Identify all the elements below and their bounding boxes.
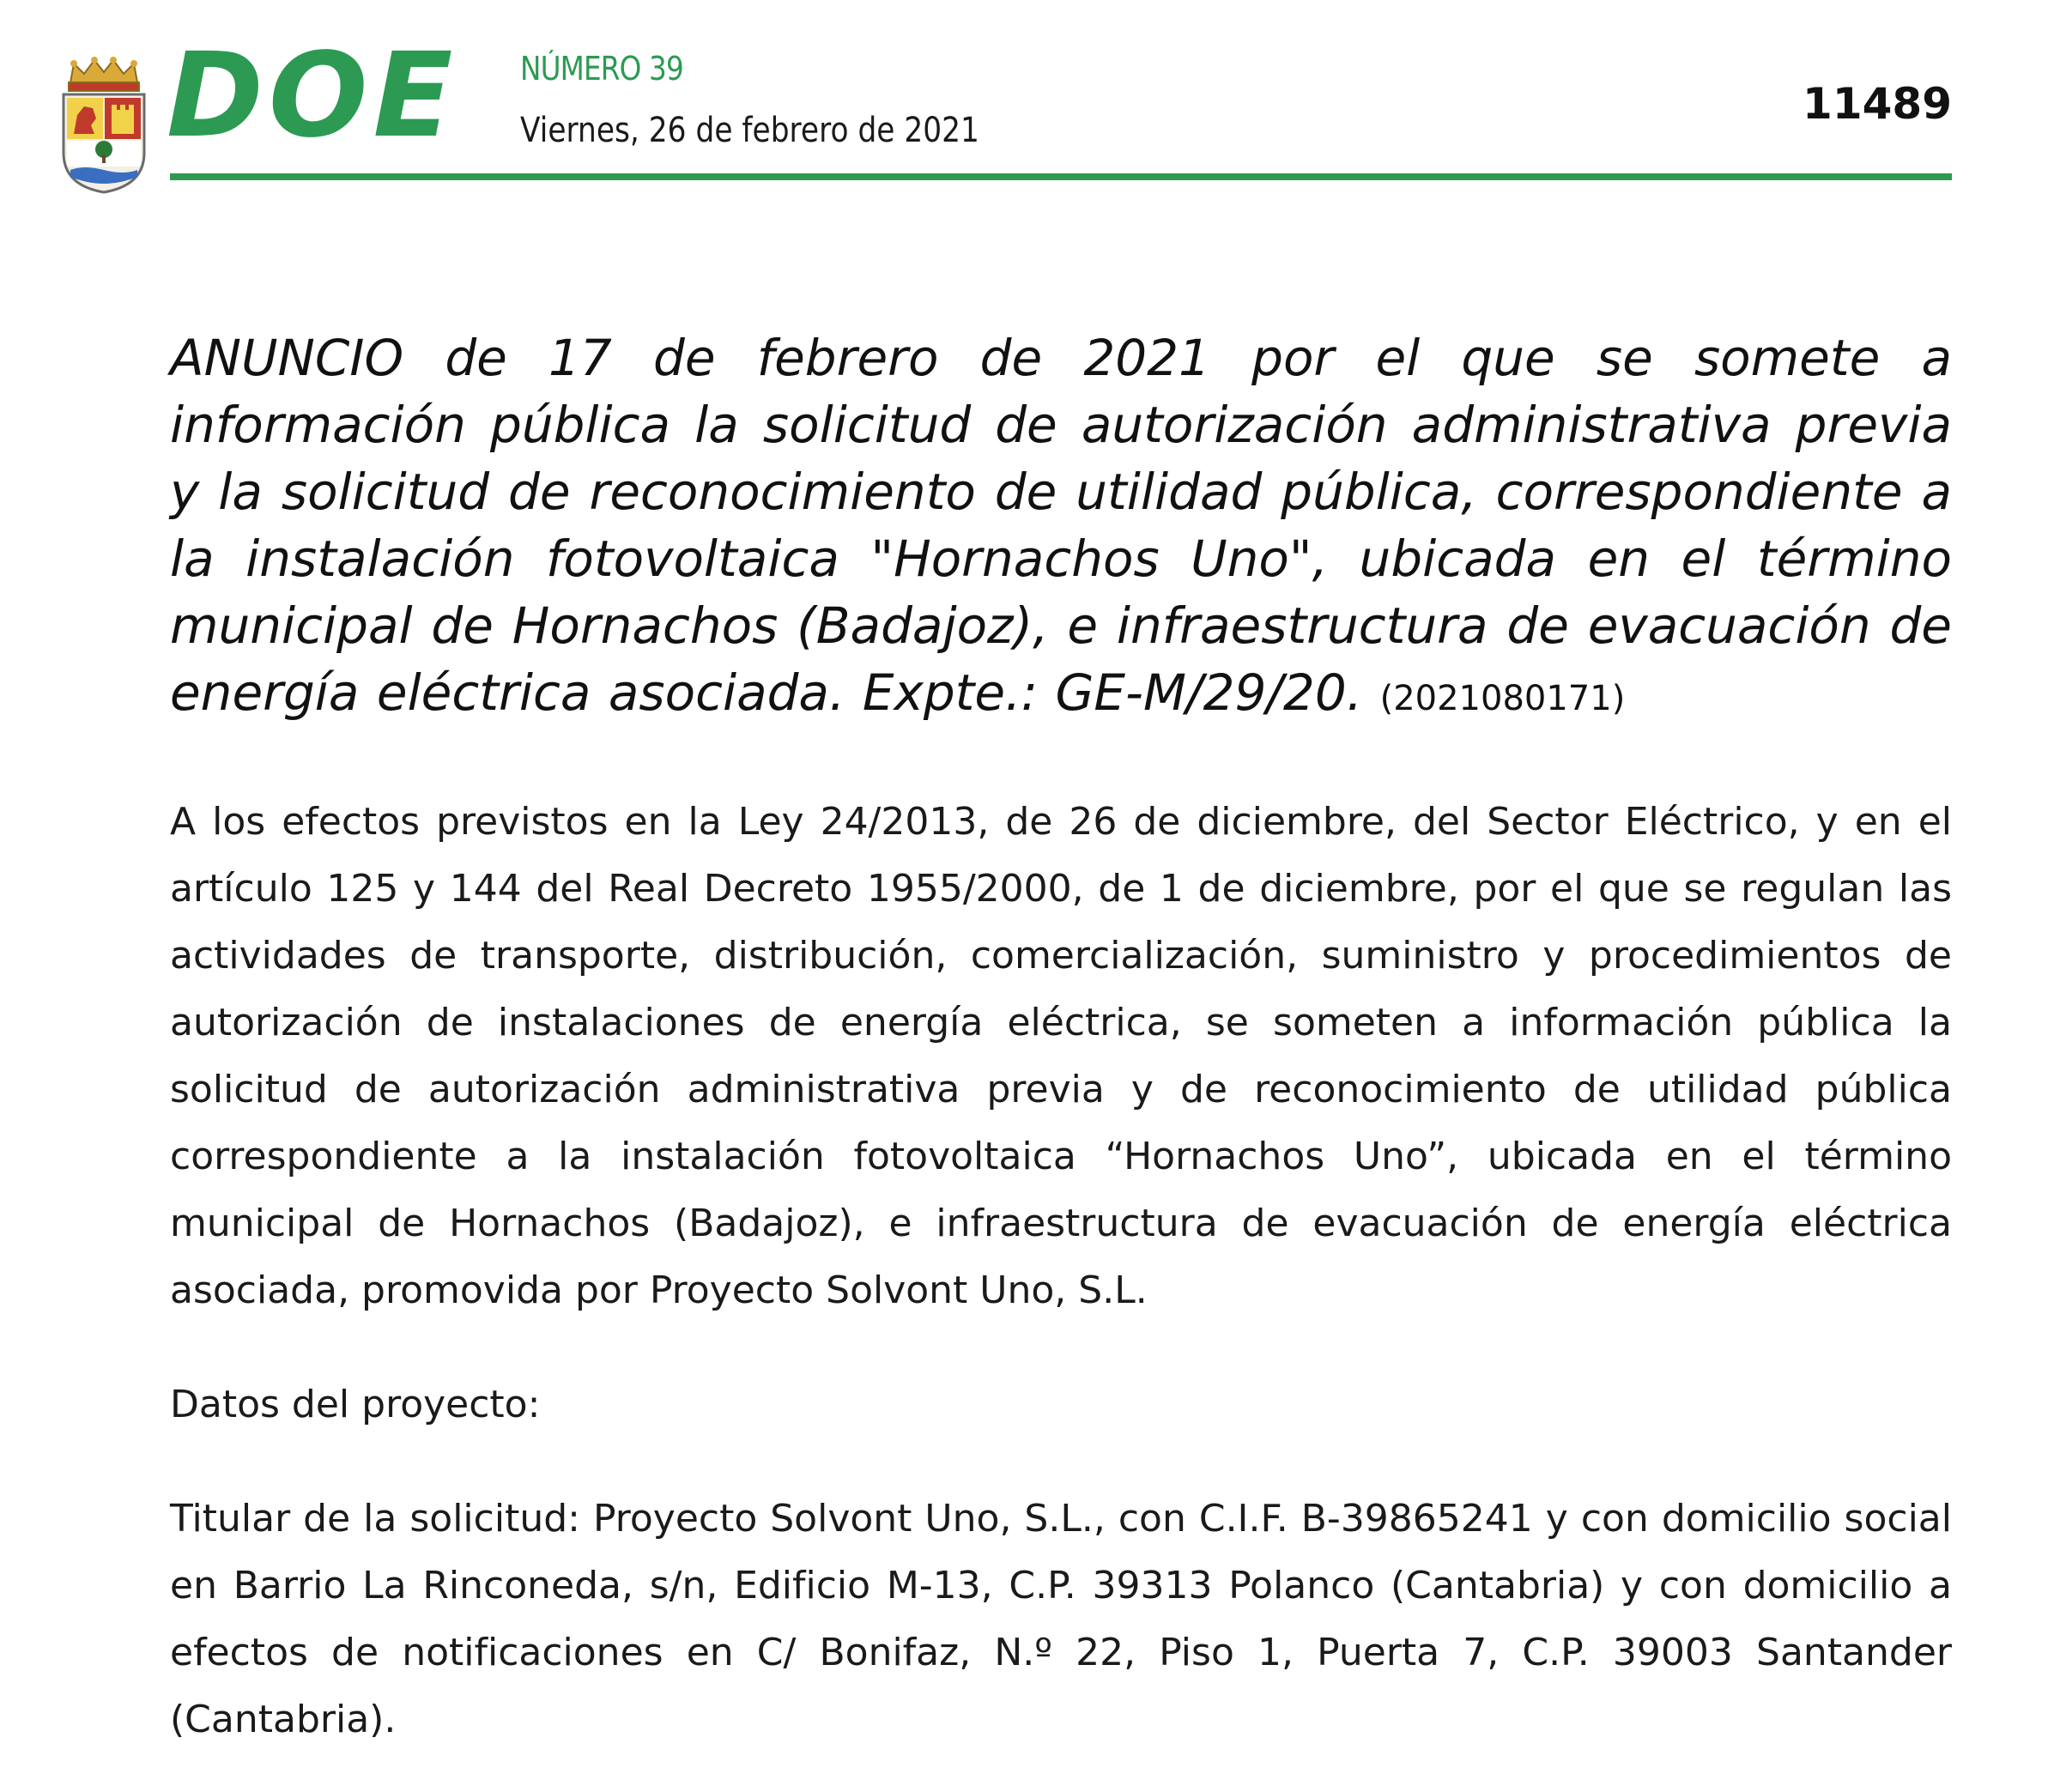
project-data-heading: Datos del proyecto: <box>170 1383 541 1426</box>
document-body <box>170 324 1952 1753</box>
issue-date: Viernes, 26 de febrero de 2021 <box>520 111 979 150</box>
doe-logo: DOE <box>167 28 458 164</box>
page-header <box>0 0 2048 189</box>
coat-of-arms-icon <box>58 57 149 196</box>
issue-number: NÚMERO 39 <box>520 50 683 88</box>
announcement-code: (2021080171) <box>1379 679 1626 718</box>
announcement-title <box>170 324 1952 732</box>
announcement-title-text: ANUNCIO de 17 de febrero de 2021 por el que se somete a información pública la solicitud de autorización administrativa previa y la solicitud de reconocimiento de utilidad pública, correspondiente a la instalación fotovoltaica "Hornachos Uno", ubicada en el término municipal de Hornachos (Badajoz), e infraestructura de evacuación de energía eléctrica asociada. Expte.: GE-M/29/20. <box>170 329 1952 722</box>
header-divider <box>170 173 1952 180</box>
page-number: 11489 <box>1803 79 1952 129</box>
holder-paragraph: Titular de la solicitud: Proyecto Solvont Uno, S.L., con C.I.F. B-39865241 y con domicilio social en Barrio La Rinconeda, s/n, Edificio M-13, C.P. 39313 Polanco (Cantabria) y con domicilio a efectos de notificaciones en C/ Bonifaz, N.º 22, Piso 1, Puerta 7, C.P. 39003 Santander (Cantabria). <box>170 1497 1952 1741</box>
body-paragraph: A los efectos previstos en la Ley 24/2013, de 26 de diciembre, del Sector Eléctrico, y en el artículo 125 y 144 del Real Decreto 1955/2000, de 1 de diciembre, por el que se regulan las actividades de transporte, distribución, comercialización, suministro y procedimientos de autorización de instalaciones de energía eléctrica, se someten a información pública la solicitud de autorización administrativa previa y de reconocimiento de utilidad pública correspondiente a la instalación fotovoltaica “Hornachos Uno”, ubicada en el término municipal de Hornachos (Badajoz), e infraestructura de evacuación de energía eléctrica asociada, promovida por Proyecto Solvont Uno, S.L. <box>170 800 1952 1312</box>
